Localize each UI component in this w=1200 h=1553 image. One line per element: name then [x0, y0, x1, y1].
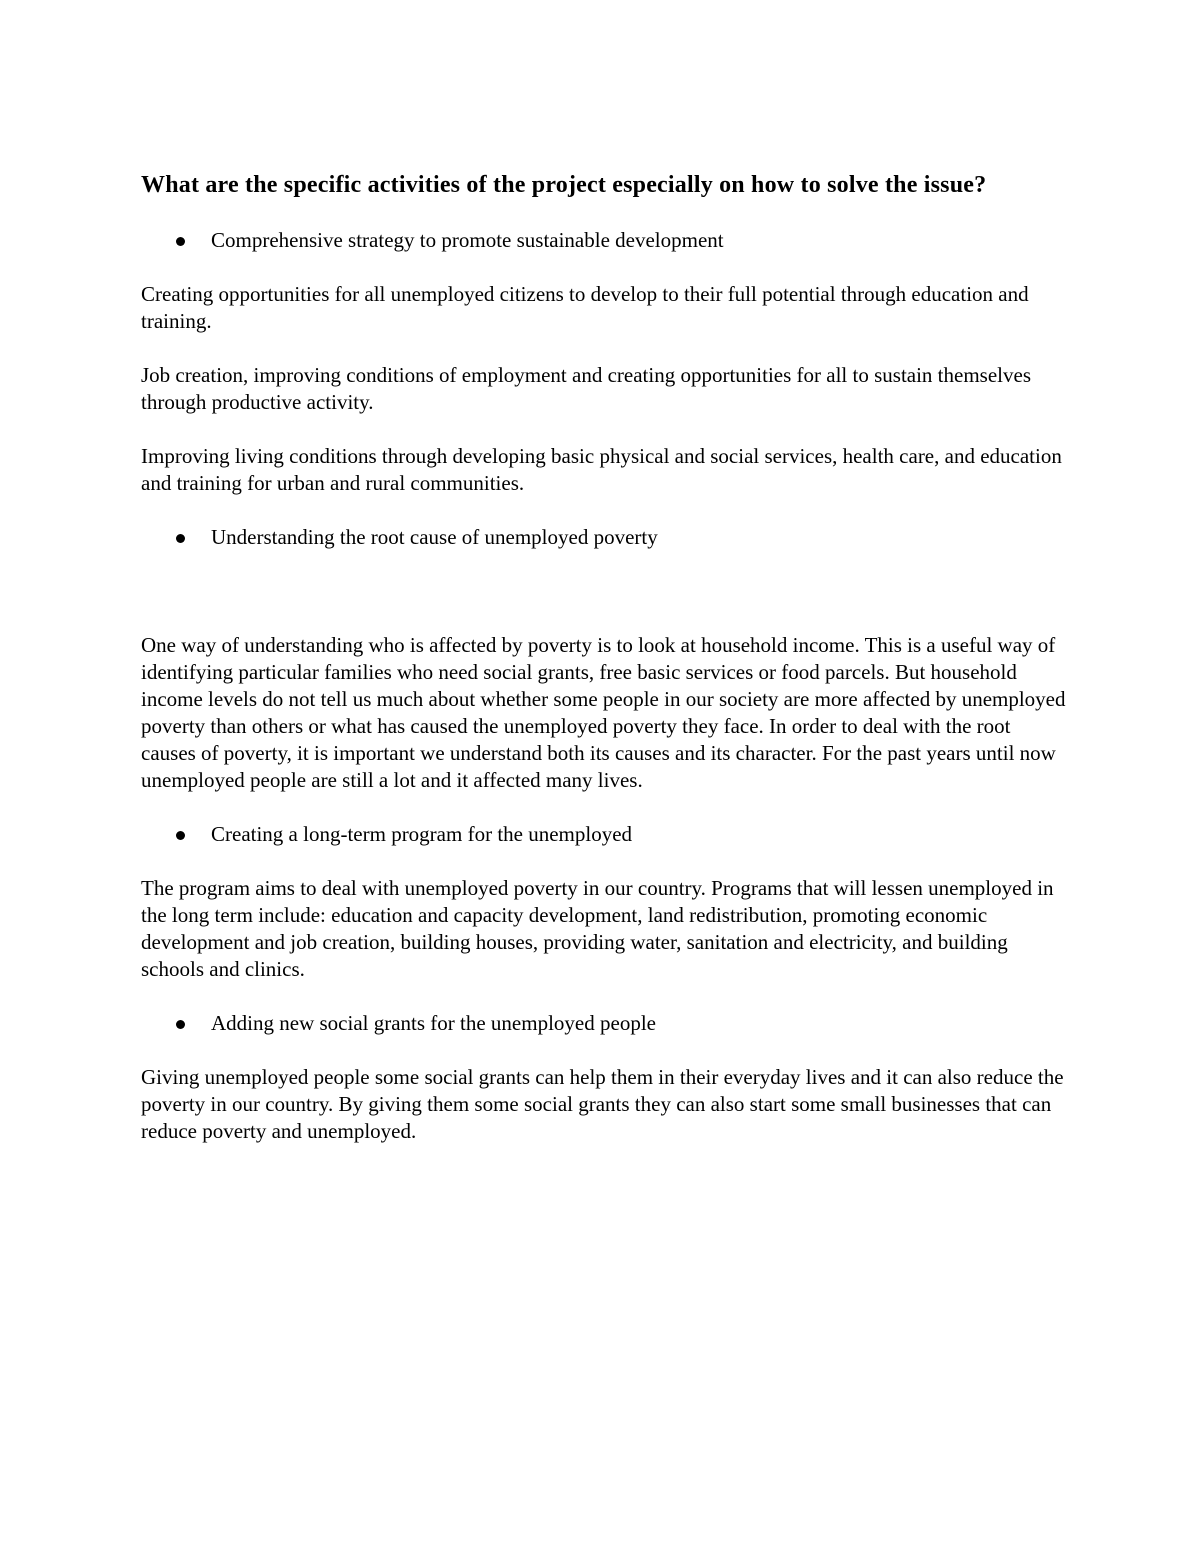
- bullet-text: Adding new social grants for the unemployed people: [211, 1011, 656, 1035]
- paragraph-giving-grants: Giving unemployed people some social grants can help them in their everyday lives and it can also reduce the poverty in our country. By giving them some social grants they can also start some small businesses that can reduce poverty and unemployed.: [141, 1065, 1064, 1143]
- paragraph-opportunities: Creating opportunities for all unemployed citizens to develop to their full potential through education and training.: [141, 282, 1029, 333]
- bullet-item-root-cause: [141, 524, 1066, 551]
- paragraph-job-creation: Job creation, improving conditions of employment and creating opportunities for all to sustain themselves through productive activity.: [141, 363, 1031, 414]
- bullet-item-strategy: [141, 227, 1066, 254]
- document-body: [141, 170, 1066, 1172]
- bullet-icon: [176, 831, 185, 840]
- paragraph-living-conditions: Improving living conditions through developing basic physical and social services, health care, and education and training for urban and rural communities.: [141, 444, 1062, 495]
- paragraph-household-income: One way of understanding who is affected by poverty is to look at household income. This is a useful way of identifying particular families who need social grants, free basic services or food parcels. But household income levels do not tell us much about whether some people in our society are more affected by unemployed poverty than others or what has caused the unemployed poverty they face. In order to deal with the root causes of poverty, it is important we understand both its causes and its character. For the past years until now unemployed people are still a lot and it affected many lives.: [141, 633, 1066, 792]
- paragraph-program-aims: The program aims to deal with unemployed poverty in our country. Programs that will lessen unemployed in the long term include: education and capacity development, land redistribution, promoting economic development and job creation, building houses, providing water, sanitation and electricity, and building schools and clinics.: [141, 876, 1054, 981]
- bullet-icon: [176, 1020, 185, 1029]
- bullet-item-long-term-program: [141, 821, 1066, 848]
- bullet-text: Comprehensive strategy to promote sustainable development: [211, 228, 724, 252]
- bullet-item-social-grants: [141, 1010, 1066, 1037]
- bullet-text: Understanding the root cause of unemployed poverty: [211, 525, 658, 549]
- bullet-icon: [176, 237, 185, 246]
- bullet-icon: [176, 534, 185, 543]
- document-heading: What are the specific activities of the project especially on how to solve the issue?: [141, 172, 987, 198]
- bullet-text: Creating a long-term program for the unemployed: [211, 822, 633, 846]
